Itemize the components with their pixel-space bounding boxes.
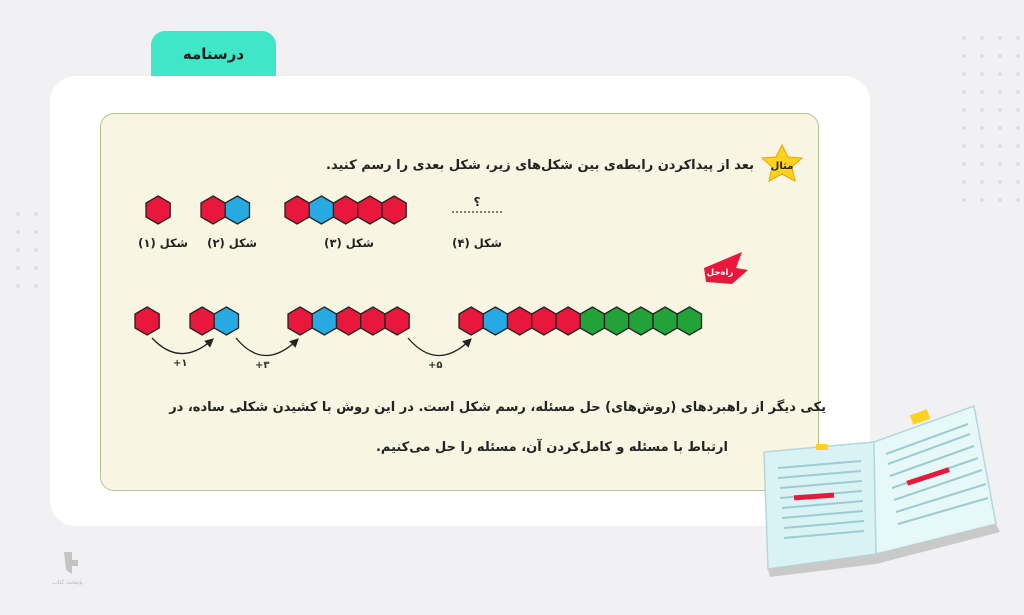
step-arrow-3 (408, 338, 470, 356)
lesson-tab-label: درسنامه (182, 45, 245, 63)
step-label-2: +۳ (255, 360, 270, 371)
book-illustration (756, 404, 1006, 589)
step-arrow-2 (236, 338, 297, 356)
example-question: بعد از پیداکردن رابطه‌ی بین شکل‌های زیر، شکل بعدی را رسم کنید. (326, 158, 754, 173)
step-label-1: +۱ (173, 358, 188, 369)
step-arrow-1 (152, 338, 212, 354)
brand-logo-icon (58, 548, 84, 578)
step-label-3: +۵ (428, 360, 443, 371)
brand-logo-text: پایتخت کتاب (52, 579, 83, 586)
figure-label-2: شکل (۲) (207, 236, 257, 250)
solution-badge-label: راه‌حل (706, 268, 734, 278)
unknown-mark: ؟ (473, 195, 481, 209)
example-badge-label: مثال (770, 161, 794, 172)
figure-label-4: شکل (۴) (452, 236, 502, 250)
strategy-text-line-2: ارتباط با مسئله و کامل‌کردن آن، مسئله را حل می‌کنیم. (375, 440, 728, 455)
strategy-text-line-1: یکی دیگر از راهبردهای (روش‌های) حل مسئله، رسم شکل است. در این روش با کشیدن شکلی ساده، در (169, 400, 826, 415)
figure-label-1: شکل (۱) (138, 236, 188, 250)
figure-label-3: شکل (۳) (324, 236, 374, 250)
